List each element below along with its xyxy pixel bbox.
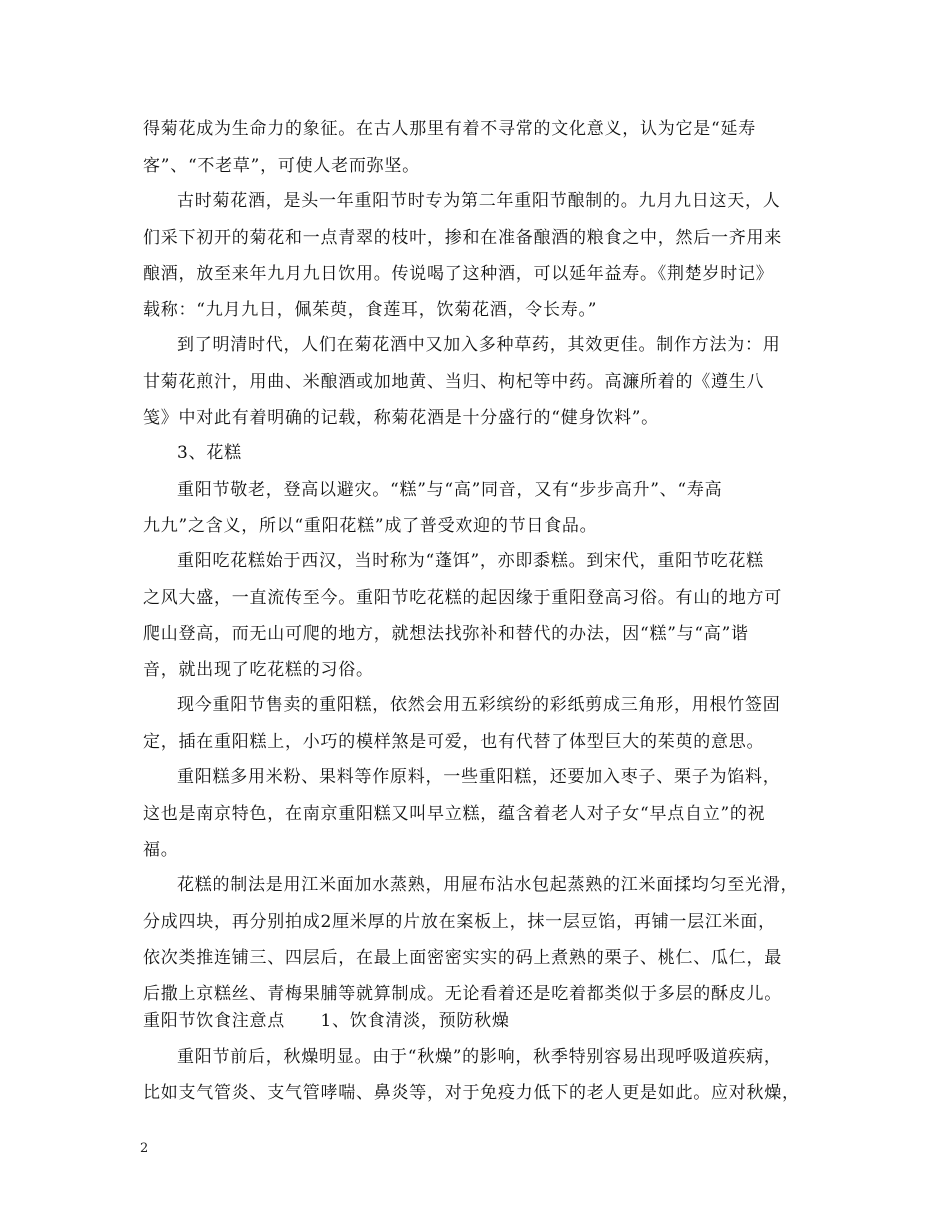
body-text-line: 得菊花成为生命力的象征。在古人那里有着不寻常的文化意义，认为它是“延寿: [143, 119, 756, 139]
body-text-line: 后撒上京糕丝、青梅果脯等就算制成。无论看着还是吃着都类似于多层的酥皮儿。: [143, 984, 782, 1004]
body-text-line: 定，插在重阳糕上，小巧的模样煞是可爱，也有代替了体型巨大的茱萸的意思。: [143, 732, 765, 752]
body-text-line: 载称：“九月九日，佩茱萸，食莲耳，饮菊花酒，令长寿。”: [143, 300, 598, 320]
body-text-line: 音，就出现了吃花糕的习俗。: [143, 660, 374, 680]
body-text-line: 依次类推连铺三、四层后，在最上面密密实实的码上煮熟的栗子、桃仁、瓜仁，最: [143, 948, 782, 968]
body-text-line: 之风大盛，一直流传至今。重阳节吃花糕的起因缘于重阳登高习俗。有山的地方可: [143, 588, 782, 608]
body-text-line: 客”、“不老草”，可使人老而弥坚。: [143, 156, 420, 176]
section-heading: 3、花糕: [177, 443, 242, 463]
paragraph-first-line: 到了明清时代，人们在菊花酒中又加入多种草药，其效更佳。制作方法为：用: [177, 335, 781, 355]
body-text-line: 爬山登高，而无山可爬的地方，就想法找弥补和替代的办法，因“糕”与“高”谐: [143, 624, 749, 644]
paragraph-first-line: 现今重阳节售卖的重阳糕，依然会用五彩缤纷的彩纸剪成三角形，用根竹签固: [177, 695, 781, 715]
paragraph-first-line: 古时菊花酒，是头一年重阳节时专为第二年重阳节酿制的。九月九日这天，人: [177, 191, 781, 211]
body-text-line: 福。: [143, 840, 179, 860]
page-number: 2: [140, 1141, 149, 1156]
paragraph-first-line: 重阳节前后，秋燥明显。由于“秋燥”的影响，秋季特别容易出现呼吸道疾病，: [177, 1047, 782, 1067]
body-text-line: 酿酒，放至来年九月九日饮用。传说喝了这种酒，可以延年益寿。《荆楚岁时记》: [143, 264, 774, 284]
body-text-line: 九九”之含义，所以“重阳花糕”成了普受欢迎的节日食品。: [143, 516, 598, 536]
paragraph-first-line: 重阳糕多用米粉、果料等作原料，一些重阳糕，还要加入枣子、栗子为馅料，: [177, 767, 781, 787]
body-text-line: 甘菊花煎汁，用曲、米酿酒或加地黄、当归、枸杞等中药。高濂所着的《遵生八: [143, 372, 765, 392]
body-text-line: 笺》中对此有着明确的记载，称菊花酒是十分盛行的“健身饮料”。: [143, 408, 659, 428]
body-text-line: 这也是南京特色，在南京重阳糕又叫早立糕，蕴含着老人对子女“早点自立”的祝: [143, 804, 766, 824]
body-text-line: 们采下初开的菊花和一点青翠的枝叶，掺和在准备酿酒的粮食之中，然后一齐用来: [143, 228, 782, 248]
paragraph-first-line: 重阳节敬老，登高以避灾。“糕”与“高”同音，又有“步步高升”、“寿高: [177, 480, 723, 500]
section-heading: 重阳节饮食注意点 1、饮食清淡，预防秋燥: [143, 1011, 510, 1031]
body-text-line: 分成四块，再分别拍成2厘米厚的片放在案板上，抹一层豆馅，再铺一层江米面，: [143, 912, 776, 932]
paragraph-first-line: 重阳吃花糕始于西汉，当时称为“蓬饵”，亦即黍糕。到宋代，重阳节吃花糕: [177, 551, 764, 571]
paragraph-first-line: 花糕的制法是用江米面加水蒸熟，用屉布沾水包起蒸熟的江米面揉均匀至光滑，: [177, 875, 799, 895]
body-text-line: 比如支气管炎、支气管哮喘、鼻炎等，对于免疫力低下的老人更是如此。应对秋燥，: [143, 1083, 800, 1103]
